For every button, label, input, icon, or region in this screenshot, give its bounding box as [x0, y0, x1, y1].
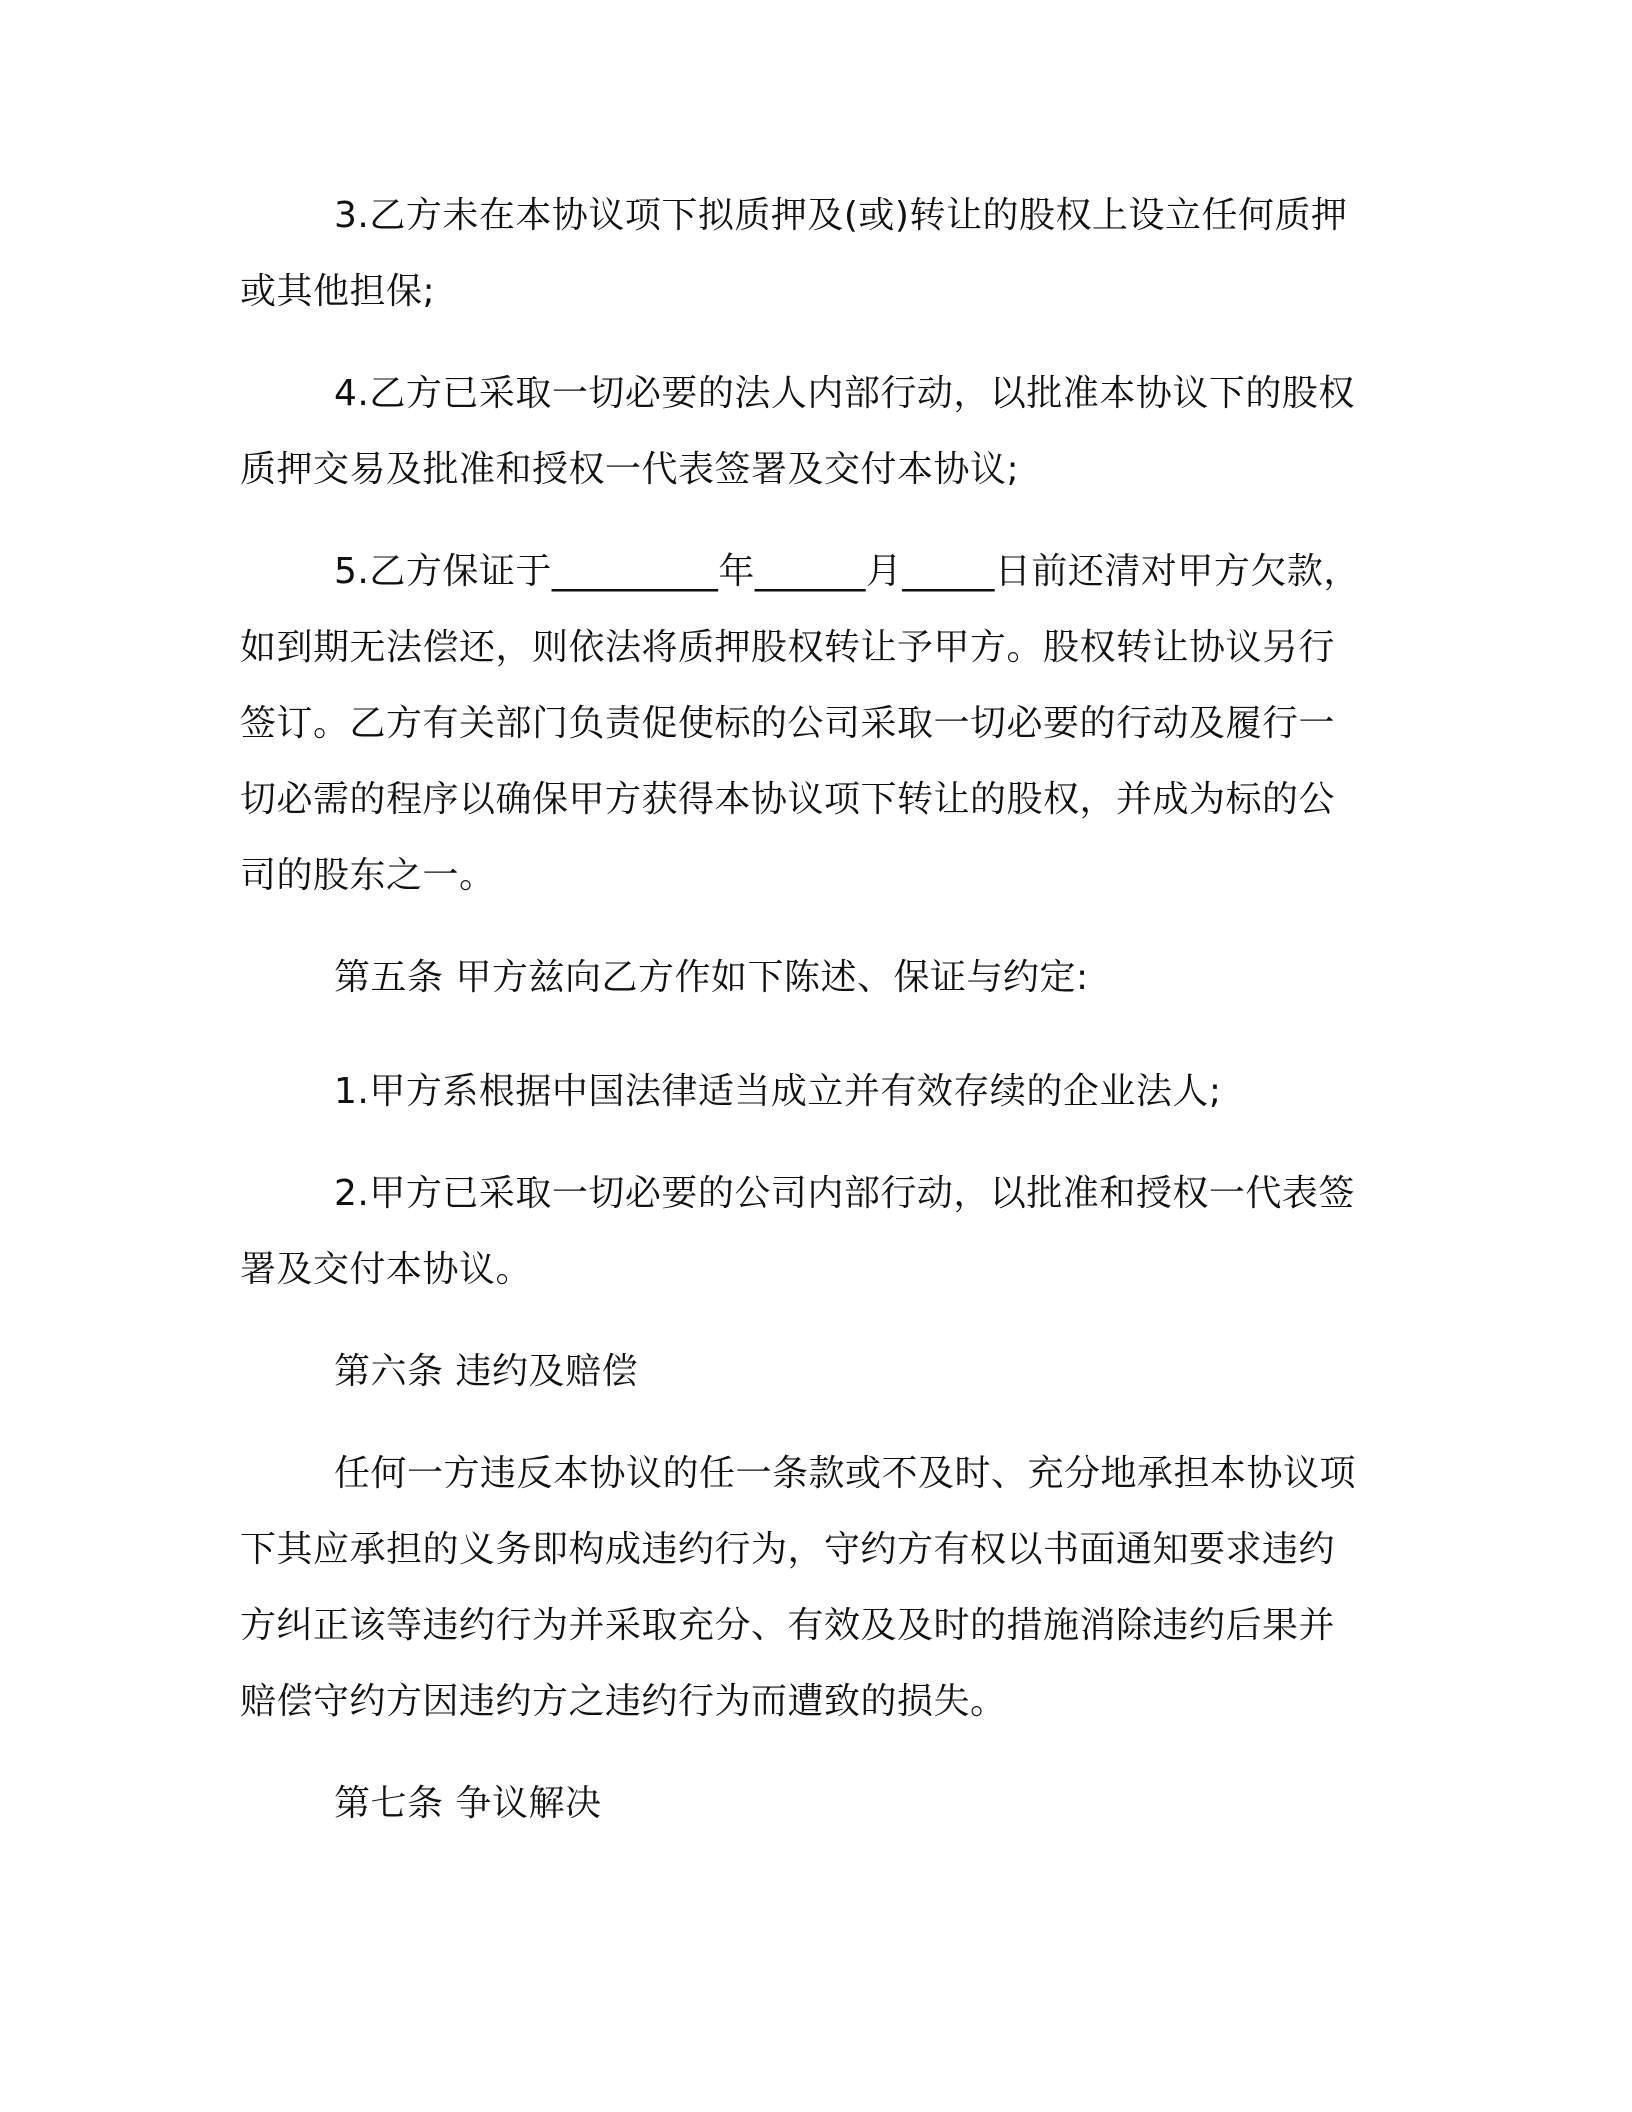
article-6-body-line-3: 方纠正该等违约行为并采取充分、有效及及时的措施消除违约后果并	[240, 1605, 1336, 1646]
clause-5-line-5: 司的股东之一。	[240, 855, 496, 896]
article-6-body-paragraph	[240, 1436, 1420, 1740]
article-6-body-line-4: 赔偿守约方因违约方之违约行为而遭致的损失。	[240, 1681, 1007, 1722]
article-7-heading	[240, 1766, 1420, 1842]
article-7-heading-text: 第七条 争议解决	[334, 1783, 602, 1824]
article-6-body-line-2: 下其应承担的义务即构成违约行为，守约方有权以书面通知要求违约	[240, 1529, 1336, 1570]
article-5-clause-2-line-2: 署及交付本协议。	[240, 1249, 533, 1290]
clause-3-line-2: 或其他担保;	[240, 271, 436, 312]
clause-5-line-1: 5.乙方保证于_________年______月_____日前还清对甲方欠款，	[334, 551, 1360, 592]
article-5-heading	[240, 940, 1420, 1016]
article-6-body-line-1: 任何一方违反本协议的任一条款或不及时、充分地承担本协议项	[334, 1453, 1357, 1494]
clause-5-line-2: 如到期无法偿还，则依法将质押股权转让予甲方。股权转让协议另行	[240, 627, 1336, 668]
clause-4-paragraph	[240, 356, 1420, 508]
clause-4-line-2: 质押交易及批准和授权一代表签署及交付本协议;	[240, 449, 1020, 490]
article-5-clause-1-paragraph	[240, 1054, 1420, 1130]
article-5-clause-2-paragraph	[240, 1156, 1420, 1308]
article-5-heading-text: 第五条 甲方兹向乙方作如下陈述、保证与约定:	[334, 957, 1089, 998]
clause-4-line-1: 4.乙方已采取一切必要的法人内部行动，以批准本协议下的股权	[334, 373, 1355, 414]
clause-5-paragraph	[240, 534, 1420, 914]
article-6-heading	[240, 1334, 1420, 1410]
clause-3-paragraph	[240, 178, 1420, 330]
clause-3-line-1: 3.乙方未在本协议项下拟质押及(或)转让的股权上设立任何质押	[334, 195, 1348, 236]
article-6-heading-text: 第六条 违约及赔偿	[334, 1351, 638, 1392]
clause-5-line-3: 签订。乙方有关部门负责促使标的公司采取一切必要的行动及履行一	[240, 703, 1336, 744]
article-5-clause-1-line-1: 1.甲方系根据中国法律适当成立并有效存续的企业法人;	[334, 1071, 1222, 1112]
clause-5-line-4: 切必需的程序以确保甲方获得本协议项下转让的股权，并成为标的公	[240, 779, 1336, 820]
article-5-clause-2-line-1: 2.甲方已采取一切必要的公司内部行动，以批准和授权一代表签	[334, 1173, 1355, 1214]
